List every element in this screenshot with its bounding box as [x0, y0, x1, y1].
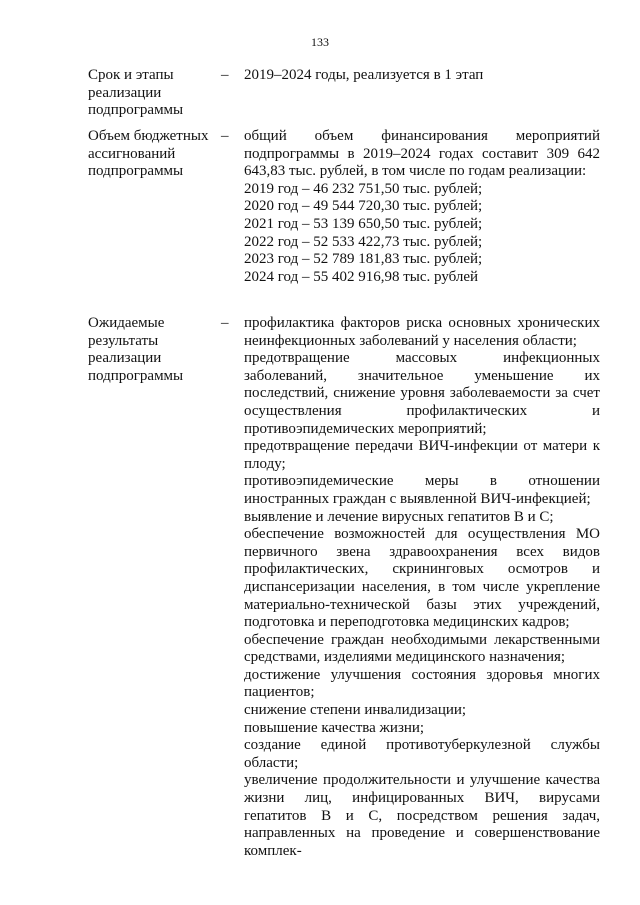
result-item: выявление и лечение вирусных гепатитов В и С;	[244, 508, 554, 525]
result-item: обеспечение возможностей для осуществления МО первичного звена здравоохранения всех видов профилактических, скрининговых осмотров и диспансеризации населения, в том числе укрепление материально-технической базы этих учреждений, подготовка и переподготовка медицинских кадров;	[244, 526, 600, 631]
dash-separator: –	[221, 315, 229, 331]
result-item: снижение степени инвалидизации;	[244, 702, 467, 719]
page-number: 133	[311, 35, 329, 49]
result-item: увеличение продолжительности и улучшение качества жизни лиц, инфицированных ВИЧ, вирусами гепатитов В и С, посредством решения задач, направленных на проведение и совершенствование комплек-	[244, 772, 600, 859]
result-item: противоэпидемические меры в отношении иностранных граждан с выявленной ВИЧ-инфекцией;	[244, 473, 600, 507]
result-item: достижение улучшения состояния здоровья многих пациентов;	[244, 666, 600, 701]
section-timeline	[88, 67, 600, 117]
result-item: предотвращение передачи ВИЧ-инфекции от матери к плоду;	[244, 438, 600, 472]
dash-separator: –	[221, 128, 229, 144]
dash-separator: –	[221, 67, 229, 83]
section-label-timeline: Срок и этапы реализации подпрограммы	[88, 67, 184, 119]
section-results	[88, 315, 600, 859]
budget-year-line: 2020 год – 49 544 720,30 тыс. рублей;	[244, 198, 483, 215]
section-label-results: Ожидаемые результаты реализации подпрограммы	[88, 315, 184, 384]
budget-year-line: 2023 год – 52 789 181,83 тыс. рублей;	[244, 251, 483, 268]
budget-year-line: 2021 год – 53 139 650,50 тыс. рублей;	[244, 215, 483, 232]
budget-content	[244, 128, 600, 286]
result-item: повышение качества жизни;	[244, 719, 425, 736]
results-content	[244, 315, 600, 860]
budget-year-line: 2024 год – 55 402 916,98 тыс. рублей	[244, 268, 479, 285]
section-label-budget: Объем бюджетных ассигнований подпрограммы	[88, 128, 209, 180]
section-text-timeline: 2019–2024 годы, реализуется в 1 этап	[244, 67, 484, 83]
result-item: создание единой противотуберкулезной службы области;	[244, 737, 600, 771]
budget-year-line: 2019 год – 46 232 751,50 тыс. рублей;	[244, 180, 483, 197]
result-item: предотвращение массовых инфекционных заболеваний, значительное уменьшение их последствий, снижение уровня заболеваемости за счет осуществления профилактических и противоэпидемических мероприятий;	[244, 350, 600, 437]
result-item: профилактика факторов риска основных хронических неинфекционных заболеваний у населения области;	[244, 315, 600, 349]
budget-intro: общий объем финансирования мероприятий подпрограммы в 2019–2024 годах составит 309 642 643,83 тыс. рублей, в том числе по годам реализации:	[244, 128, 600, 180]
result-item: обеспечение граждан необходимыми лекарственными средствами, изделиями медицинского назначения;	[244, 631, 600, 666]
section-budget	[88, 128, 600, 308]
budget-year-line: 2022 год – 52 533 422,73 тыс. рублей;	[244, 233, 483, 250]
